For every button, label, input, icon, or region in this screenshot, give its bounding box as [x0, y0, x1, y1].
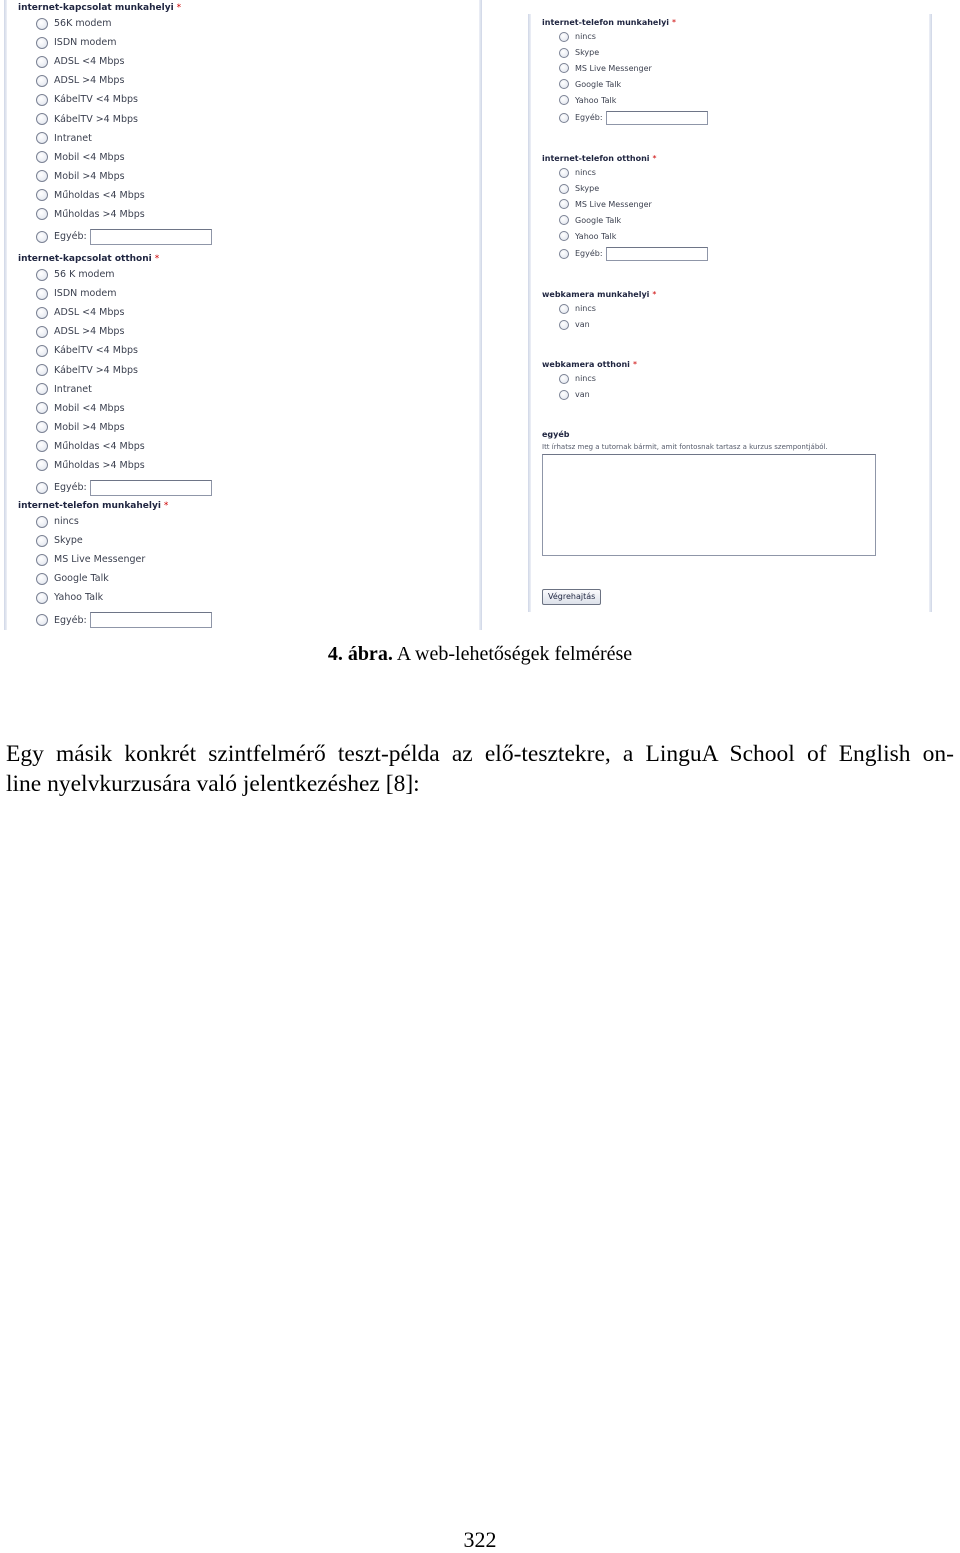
- radio-label: KábelTV >4 Mbps: [54, 364, 138, 376]
- other-comments-hint: Itt írhatsz meg a tutornak bármit, amit fontosnak tartasz a kurzus szempontjából.: [542, 443, 828, 451]
- radio-option-yahoo-talk[interactable]: [542, 228, 708, 244]
- section-other-comments: [542, 429, 876, 556]
- radio-button[interactable]: [36, 364, 48, 376]
- figure-number: 4. ábra.: [327, 643, 393, 665]
- section-title-text: internet-kapcsolat munkahelyi: [18, 3, 174, 13]
- radio-label: van: [575, 320, 590, 330]
- radio-option-ms-live-messenger[interactable]: [542, 197, 708, 213]
- radio-button[interactable]: [36, 208, 48, 220]
- radio-label: Skype: [54, 535, 83, 547]
- radio-button[interactable]: [36, 56, 48, 68]
- required-asterisk: *: [154, 254, 160, 264]
- radio-label: ADSL >4 Mbps: [54, 326, 125, 338]
- radio-button[interactable]: [559, 304, 569, 314]
- survey-screenshot-left: [4, 0, 482, 630]
- section-internet-connection-home: [18, 253, 212, 497]
- body-paragraph: [6, 739, 954, 799]
- panel-border-right: [479, 0, 482, 630]
- other-text-input[interactable]: [606, 111, 708, 125]
- radio-button[interactable]: [559, 48, 569, 58]
- radio-button[interactable]: [36, 231, 48, 243]
- radio-button[interactable]: [559, 249, 569, 259]
- required-asterisk: *: [672, 18, 677, 27]
- other-comments-textarea[interactable]: [542, 454, 876, 556]
- radio-label: Google Talk: [575, 215, 622, 225]
- radio-option-k-beltv-4-mbps[interactable]: [18, 360, 212, 379]
- figure-caption: [0, 643, 960, 666]
- radio-label: KábelTV >4 Mbps: [54, 113, 138, 125]
- radio-button[interactable]: [36, 592, 48, 604]
- section-title-text: webkamera otthoni: [542, 360, 630, 369]
- radio-label: van: [575, 390, 590, 400]
- radio-button[interactable]: [559, 231, 569, 241]
- section-webcam-home: [542, 359, 637, 403]
- radio-button[interactable]: [559, 184, 569, 194]
- radio-button[interactable]: [36, 440, 48, 452]
- radio-button[interactable]: [559, 95, 569, 105]
- radio-button[interactable]: [36, 37, 48, 49]
- required-asterisk: *: [652, 290, 657, 299]
- radio-option-google-talk[interactable]: [18, 569, 212, 588]
- radio-button[interactable]: [36, 113, 48, 125]
- radio-button[interactable]: [36, 75, 48, 87]
- radio-button[interactable]: [36, 326, 48, 338]
- radio-label: nincs: [575, 168, 596, 178]
- survey-screenshot-right: [528, 14, 932, 612]
- radio-button[interactable]: [559, 168, 569, 178]
- radio-label: ISDN modem: [54, 288, 117, 300]
- section-title-text: internet-telefon munkahelyi: [18, 501, 161, 511]
- section-title: [542, 289, 656, 301]
- radio-option-skype[interactable]: [542, 45, 708, 61]
- other-label: Egyéb:: [54, 614, 87, 626]
- radio-option-56k-modem[interactable]: [18, 14, 212, 33]
- radio-label: Intranet: [54, 383, 92, 395]
- radio-button[interactable]: [36, 132, 48, 144]
- radio-button[interactable]: [36, 614, 48, 626]
- radio-button[interactable]: [36, 516, 48, 528]
- radio-option-mobil-4-mbps[interactable]: [18, 148, 212, 167]
- radio-option-adsl-4-mbps[interactable]: [18, 52, 212, 71]
- radio-option-skype[interactable]: [18, 531, 212, 550]
- section-title: [18, 2, 212, 14]
- radio-option-nincs[interactable]: [542, 29, 708, 45]
- other-text-input[interactable]: [90, 480, 212, 496]
- radio-label: Műholdas <4 Mbps: [54, 440, 145, 452]
- radio-button[interactable]: [36, 535, 48, 547]
- radio-label: 56 K modem: [54, 269, 115, 281]
- radio-label: Intranet: [54, 132, 92, 144]
- radio-option-ms-live-messenger[interactable]: [542, 61, 708, 77]
- panel-border-left: [528, 14, 531, 612]
- panel-border-left: [4, 0, 7, 630]
- figure-title: A web-lehetőségek felmérése: [396, 643, 633, 665]
- radio-option-k-beltv-4-mbps[interactable]: [18, 109, 212, 128]
- page-number: 322: [463, 1527, 497, 1552]
- radio-option-k-beltv-4-mbps[interactable]: [18, 341, 212, 360]
- radio-button[interactable]: [36, 573, 48, 585]
- section-title: [542, 359, 637, 371]
- radio-label: ADSL <4 Mbps: [54, 56, 125, 68]
- radio-option-van[interactable]: [542, 317, 656, 333]
- radio-button[interactable]: [559, 113, 569, 123]
- radio-option-van[interactable]: [542, 387, 637, 403]
- other-label: Egyéb:: [54, 482, 87, 494]
- radio-label: 56K modem: [54, 18, 112, 30]
- radio-option-yahoo-talk[interactable]: [18, 588, 212, 607]
- radio-button[interactable]: [36, 383, 48, 395]
- other-text-input[interactable]: [90, 229, 212, 245]
- radio-label: Yahoo Talk: [575, 95, 617, 105]
- radio-button[interactable]: [559, 215, 569, 225]
- radio-option-other[interactable]: [18, 227, 212, 246]
- radio-label: nincs: [575, 32, 596, 42]
- section-title: [542, 17, 708, 29]
- radio-option-m-holdas-4-mbps[interactable]: [18, 437, 212, 456]
- section-title: [542, 153, 708, 165]
- section-internet-phone-home: [542, 153, 708, 262]
- radio-option-adsl-4-mbps[interactable]: [18, 71, 212, 90]
- radio-button[interactable]: [36, 269, 48, 281]
- radio-button[interactable]: [36, 18, 48, 30]
- radio-button[interactable]: [559, 63, 569, 73]
- radio-button[interactable]: [559, 320, 569, 330]
- radio-label: nincs: [54, 516, 79, 528]
- other-label: Egyéb:: [54, 231, 87, 243]
- radio-option-nincs[interactable]: [542, 371, 637, 387]
- paragraph-line-1: Egy másik konkrét szintfelmérő teszt-példa az elő-tesztekre, a LinguA School of English on-: [6, 741, 954, 767]
- radio-option-nincs[interactable]: [542, 165, 708, 181]
- radio-button[interactable]: [559, 199, 569, 209]
- radio-option-nincs[interactable]: [542, 301, 656, 317]
- other-text-input[interactable]: [90, 612, 212, 628]
- radio-option-isdn-modem[interactable]: [18, 33, 212, 52]
- radio-button[interactable]: [559, 374, 569, 384]
- radio-option-ms-live-messenger[interactable]: [18, 550, 212, 569]
- radio-option-other[interactable]: [542, 110, 708, 126]
- radio-button[interactable]: [36, 151, 48, 163]
- section-title: [18, 500, 212, 512]
- section-title-text: internet-telefon munkahelyi: [542, 18, 670, 27]
- radio-option-adsl-4-mbps[interactable]: [18, 322, 212, 341]
- other-text-input[interactable]: [606, 247, 708, 261]
- radio-button[interactable]: [559, 390, 569, 400]
- radio-button[interactable]: [36, 170, 48, 182]
- radio-option-k-beltv-4-mbps[interactable]: [18, 90, 212, 109]
- submit-button[interactable]: Végrehajtás: [542, 589, 601, 605]
- radio-button[interactable]: [36, 288, 48, 300]
- section-title-text: webkamera munkahelyi: [542, 290, 650, 299]
- radio-option-isdn-modem[interactable]: [18, 284, 212, 303]
- radio-option-intranet[interactable]: [18, 129, 212, 148]
- radio-label: Mobil >4 Mbps: [54, 170, 125, 182]
- section-internet-phone-work: [18, 500, 212, 630]
- radio-option-other[interactable]: [18, 478, 212, 497]
- radio-button[interactable]: [36, 554, 48, 566]
- radio-button[interactable]: [36, 459, 48, 471]
- radio-option-mobil-4-mbps[interactable]: [18, 167, 212, 186]
- radio-label: Műholdas >4 Mbps: [54, 208, 145, 220]
- radio-label: Skype: [575, 184, 600, 194]
- radio-button[interactable]: [36, 345, 48, 357]
- radio-option-other[interactable]: [542, 246, 708, 262]
- radio-button[interactable]: [36, 402, 48, 414]
- radio-option-mobil-4-mbps[interactable]: [18, 399, 212, 418]
- radio-label: Skype: [575, 48, 600, 58]
- radio-option-google-talk[interactable]: [542, 212, 708, 228]
- radio-option-adsl-4-mbps[interactable]: [18, 303, 212, 322]
- radio-label: Yahoo Talk: [54, 592, 104, 604]
- radio-button[interactable]: [36, 94, 48, 106]
- required-asterisk: *: [163, 501, 169, 511]
- section-title: [18, 253, 212, 265]
- radio-option-m-holdas-4-mbps[interactable]: [18, 186, 212, 205]
- required-asterisk: *: [632, 360, 637, 369]
- radio-label: Mobil <4 Mbps: [54, 151, 125, 163]
- radio-label: nincs: [575, 374, 596, 384]
- radio-label: KábelTV <4 Mbps: [54, 345, 138, 357]
- radio-label: Műholdas <4 Mbps: [54, 189, 145, 201]
- radio-label: Mobil <4 Mbps: [54, 402, 125, 414]
- radio-label: ISDN modem: [54, 37, 117, 49]
- radio-option-other[interactable]: [18, 610, 212, 629]
- other-label: Egyéb:: [575, 249, 603, 259]
- radio-label: MS Live Messenger: [54, 554, 146, 566]
- required-asterisk: *: [652, 154, 657, 163]
- paragraph-line-2: line nyelvkurzusára való jelentkezéshez [8]:: [6, 771, 420, 797]
- radio-button[interactable]: [36, 189, 48, 201]
- required-asterisk: *: [176, 3, 182, 13]
- radio-option-nincs[interactable]: [18, 512, 212, 531]
- radio-option-m-holdas-4-mbps[interactable]: [18, 456, 212, 475]
- radio-label: Google Talk: [575, 79, 622, 89]
- radio-label: ADSL >4 Mbps: [54, 75, 125, 87]
- radio-button[interactable]: [36, 421, 48, 433]
- radio-option-56-k-modem[interactable]: [18, 265, 212, 284]
- radio-button[interactable]: [559, 32, 569, 42]
- radio-button[interactable]: [559, 79, 569, 89]
- radio-option-yahoo-talk[interactable]: [542, 92, 708, 108]
- section-title-text: internet-telefon otthoni: [542, 154, 650, 163]
- section-internet-phone-work: [542, 17, 708, 126]
- radio-label: KábelTV <4 Mbps: [54, 94, 138, 106]
- radio-label: Yahoo Talk: [575, 231, 617, 241]
- section-title-text: internet-kapcsolat otthoni: [18, 254, 152, 264]
- radio-label: MS Live Messenger: [575, 199, 652, 209]
- radio-option-google-talk[interactable]: [542, 76, 708, 92]
- radio-button[interactable]: [36, 307, 48, 319]
- other-comments-title: egyéb: [542, 430, 570, 439]
- radio-label: Google Talk: [54, 573, 109, 585]
- radio-label: MS Live Messenger: [575, 63, 652, 73]
- section-webcam-work: [542, 289, 656, 333]
- radio-option-mobil-4-mbps[interactable]: [18, 418, 212, 437]
- section-internet-connection-work: [18, 2, 212, 246]
- radio-label: Műholdas >4 Mbps: [54, 459, 145, 471]
- radio-button[interactable]: [36, 482, 48, 494]
- radio-option-intranet[interactable]: [18, 380, 212, 399]
- other-label: Egyéb:: [575, 113, 603, 123]
- radio-option-m-holdas-4-mbps[interactable]: [18, 205, 212, 224]
- panel-border-right: [929, 14, 932, 612]
- radio-label: ADSL <4 Mbps: [54, 307, 125, 319]
- radio-label: Mobil >4 Mbps: [54, 421, 125, 433]
- radio-label: nincs: [575, 304, 596, 314]
- radio-option-skype[interactable]: [542, 181, 708, 197]
